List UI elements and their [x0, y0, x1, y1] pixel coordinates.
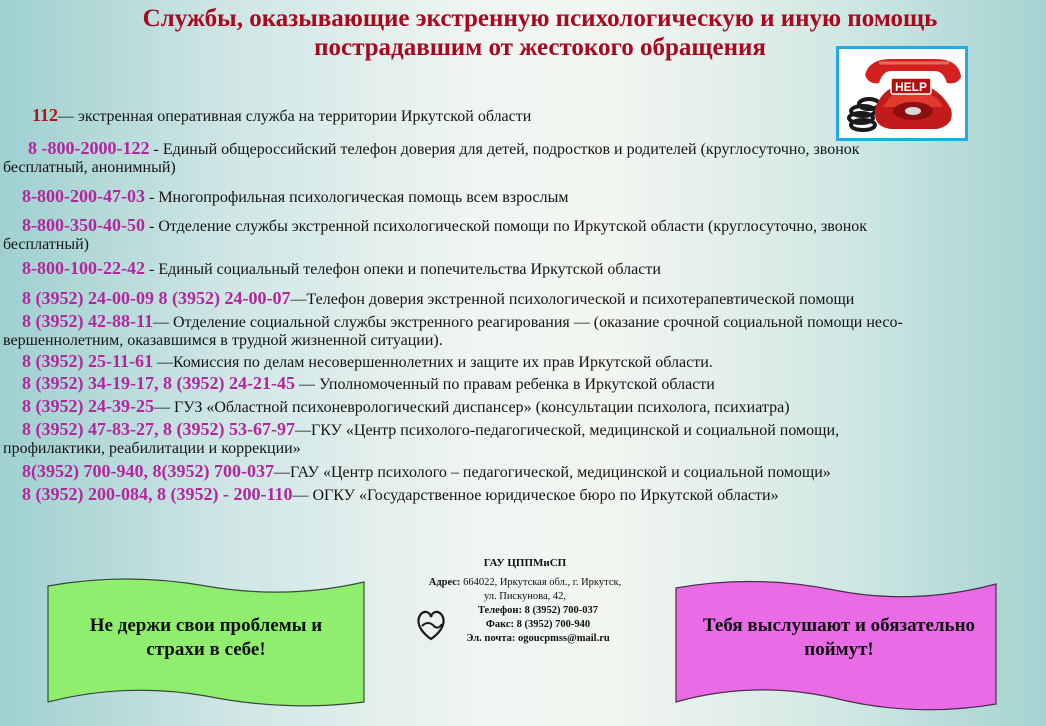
- org-name: ГАУ ЦППМиСП: [483, 557, 567, 569]
- list-item: [0, 289, 1044, 309]
- left-banner-line-2: страхи в себе!: [146, 639, 266, 660]
- service-description: — Уполномоченный по правам ребенка в Иркутской области: [294, 376, 715, 393]
- left-banner-text: [56, 614, 356, 662]
- right-banner-line-2: поймут!: [804, 639, 874, 660]
- list-item: [0, 420, 1044, 458]
- phone-number: 8-800-200-47-03: [22, 186, 145, 206]
- service-description: - Единый общероссийский телефон доверия для детей, подростков и родителей (круглосуточно, звонок: [149, 141, 860, 158]
- phone-number: 8 (3952) 25-11-61: [22, 351, 153, 371]
- right-banner-text: [680, 614, 998, 662]
- list-item: [0, 352, 1044, 372]
- service-description: - Отделение службы экстренной психологической помощи по Иркутской области (круглосуточно, звонок: [144, 218, 868, 235]
- list-item: [0, 187, 1044, 207]
- address-label: Адрес:: [428, 577, 461, 588]
- service-description: - Многопрофильная психологическая помощь всем взрослым: [144, 189, 569, 206]
- list-item: [0, 259, 1044, 279]
- email-link[interactable]: Эл. почта: ogoucpmss@mail.ru: [466, 633, 610, 644]
- help-phone-image: [836, 46, 968, 141]
- list-item: [0, 397, 1044, 417]
- address: [400, 576, 650, 590]
- phone-number: 8-800-350-40-50: [22, 215, 145, 235]
- title-line-2: пострадавшим от жестокого обращения: [314, 34, 766, 61]
- title-line-1: Службы, оказывающие экстренную психологическую и иную помощь: [142, 5, 938, 32]
- phone-number: 8-800-100-22-42: [22, 258, 145, 278]
- service-description-cont: бесплатный): [3, 236, 89, 253]
- fax-line: Факс: 8 (3952) 700-940: [485, 619, 591, 630]
- service-description: - Единый социальный телефон опеки и попечительства Иркутской области: [144, 261, 661, 278]
- service-description: —ГАУ «Центр психолого – педагогической, медицинской и социальной помощи»: [273, 464, 831, 481]
- phone-number: 8(3952) 700-940, 8(3952) 700-037: [22, 461, 274, 481]
- left-banner-line-1: Не держи свои проблемы и: [89, 615, 323, 636]
- service-description: — Отделение социальной службы экстренного реагирования — (оказание срочной социальной помощи несо-: [152, 314, 903, 331]
- service-description: —Комиссия по делам несовершеннолетних и защите их прав Иркутской области.: [152, 354, 713, 371]
- contact-block: [400, 556, 650, 646]
- list-item: [0, 462, 1044, 482]
- contact-lines: [400, 604, 650, 646]
- phone-number: 8 (3952) 24-39-25: [22, 396, 154, 416]
- service-description-cont: бесплатный, анонимный): [3, 159, 176, 176]
- service-description: — ГУЗ «Областной психоневрологический диспансер» (консультации психолога, психиатра): [153, 399, 790, 416]
- phone-number: 8 -800-2000-122: [28, 138, 150, 158]
- right-banner-line-1: Тебя выслушают и обязательно: [702, 615, 976, 636]
- service-description: — экстренная оперативная служба на территории Иркутской области: [58, 108, 532, 125]
- list-item: [0, 106, 1044, 126]
- phone-number: 8 (3952) 47-83-27, 8 (3952) 53-67-97: [22, 419, 295, 439]
- phone-number: 8 (3952) 34-19-17, 8 (3952) 24-21-45: [22, 373, 295, 393]
- list-item: [0, 312, 1044, 350]
- service-description: —ГКУ «Центр психолого-педагогической, медицинской и социальной помощи,: [294, 422, 840, 439]
- list-item: [0, 216, 1044, 254]
- address-line-2: ул. Пискунова, 42,: [483, 591, 567, 602]
- address-line-1: 664022, Иркутская обл., г. Иркутск,: [460, 577, 622, 588]
- phone-number: 8 (3952) 42-88-11: [22, 311, 153, 331]
- list-item: [0, 485, 1044, 505]
- list-item: [0, 374, 1044, 394]
- phone-number: 8 (3952) 24-00-09 8 (3952) 24-00-07: [22, 288, 291, 308]
- service-description-cont: вершеннолетним, оказавшимся в трудной жизненной ситуации).: [3, 332, 443, 349]
- help-label: HELP: [894, 80, 928, 94]
- phone-line: Телефон: 8 (3952) 700-037: [477, 605, 599, 616]
- list-item: [0, 139, 1044, 177]
- service-description-cont: профилактики, реабилитации и коррекции»: [3, 440, 301, 457]
- service-description: — ОГКУ «Государственное юридическое бюро по Иркутской области»: [292, 487, 779, 504]
- phone-number: 112: [32, 105, 59, 125]
- phone-number: 8 (3952) 200-084, 8 (3952) - 200-110: [22, 484, 293, 504]
- service-description: —Телефон доверия экстренной психологической и психотерапевтической помощи: [290, 291, 855, 308]
- heart-hands-logo-icon: [414, 606, 448, 642]
